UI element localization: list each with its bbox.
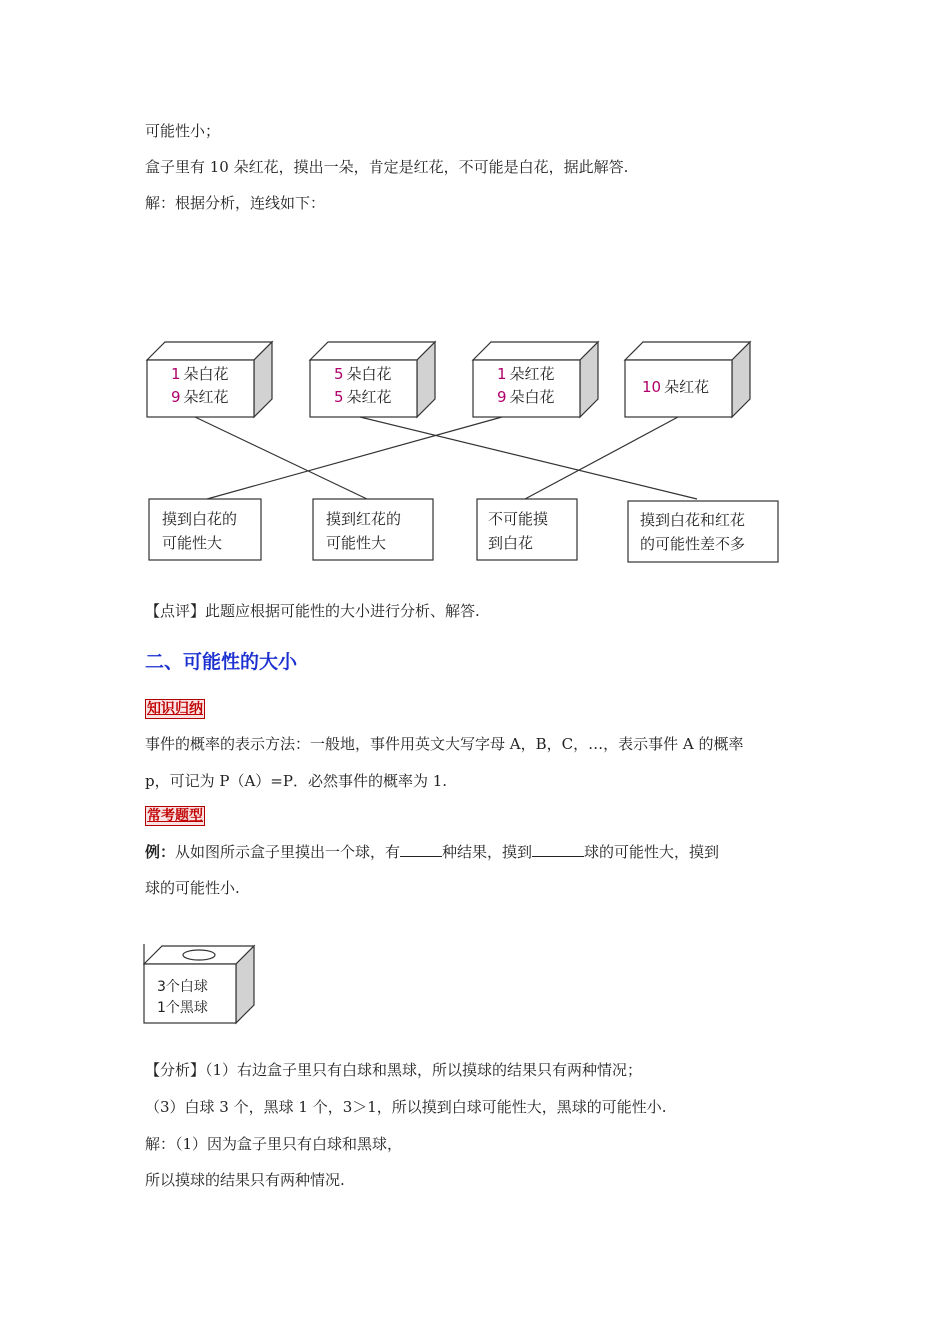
knowledge-tag: 知识归纳 [147,701,203,717]
svg-text:1朵白花 [171,365,229,383]
example-text: 从如图所示盒子里摸出一个球，有 [175,843,401,861]
box-text: 朵白花 [346,365,392,383]
box-text: 朵白花 [509,388,555,406]
svg-text:9朵白花 [497,388,555,406]
box-text: 朵红花 [664,378,710,396]
svg-text:9朵红花 [171,388,229,406]
result-box-3 [477,499,577,560]
box-opening [183,950,215,960]
svg-text:5朵白花 [334,365,392,383]
connector-line [525,417,678,499]
box-number: 1 [171,365,181,383]
flower-box-4 [625,342,750,417]
flower-box-3 [473,342,598,417]
flower-box-2 [310,342,435,417]
box-number: 10 [642,378,662,396]
result-text: 到白花 [488,534,534,552]
analysis-line: 【分析】（1）右边盒子里只有白球和黑球，所以摸球的结果只有两种情况； [145,1061,643,1079]
connector-line [360,417,697,499]
box-text: 朵白花 [183,365,229,383]
result-text: 的可能性差不多 [640,535,746,553]
answer-blank [400,842,442,857]
connector-line [207,417,502,499]
result-text: 可能性大 [326,534,387,552]
knowledge-line: p，可记为 P（A）=P．必然事件的概率为 1. [145,772,448,790]
example-line [145,842,719,862]
result-text: 摸到白花的 [162,510,238,528]
ball-box-text: 3个白球 [157,979,208,995]
example-line: 球的可能性小. [145,879,240,897]
box-text: 朵红花 [509,365,555,383]
text-line: 可能性小； [145,122,221,140]
result-box-2 [313,499,433,560]
svg-text:1朵红花 [497,365,555,383]
box-number: 1 [497,365,507,383]
solution-line: 解：（1）因为盒子里只有白球和黑球， [145,1135,403,1153]
connector-line [195,417,367,499]
example-text: 种结果，摸到 [442,843,533,861]
box-number: 5 [334,365,344,383]
knowledge-line: 事件的概率的表示方法：一般地，事件用英文大写字母 A，B，C，…，表示事件 A 的概率 [145,735,744,753]
example-label: 例： [145,843,176,861]
result-box-4 [628,501,778,562]
answer-blank [532,842,584,857]
result-text: 不可能摸 [488,510,549,528]
ball-box-figure [143,944,258,1026]
analysis-line: （3）白球 3 个，黑球 1 个，3＞1，所以摸到白球可能性大，黑球的可能性小. [145,1098,667,1116]
example-text: 球的可能性大，摸到 [584,843,720,861]
result-text: 摸到白花和红花 [640,511,746,529]
text-line: 解：根据分析，连线如下： [145,194,326,212]
exam-type-tag: 常考题型 [147,808,203,824]
ball-box-text: 1个黑球 [157,1000,208,1016]
svg-text:5朵红花 [334,388,392,406]
box-number: 9 [171,388,181,406]
flower-box-1 [147,342,272,417]
review-comment: 【点评】此题应根据可能性的大小进行分析、解答. [145,602,480,620]
result-box-1 [149,499,261,560]
section-title: 二、可能性的大小 [145,651,298,673]
matching-diagram [140,335,790,570]
box-text: 朵红花 [346,388,392,406]
box-number: 9 [497,388,507,406]
result-text: 可能性大 [162,534,223,552]
solution-line: 所以摸球的结果只有两种情况. [145,1171,345,1189]
box-text: 朵红花 [183,388,229,406]
text-line: 盒子里有 10 朵红花，摸出一朵，肯定是红花，不可能是白花，据此解答. [145,158,629,176]
box-number: 5 [334,388,344,406]
result-text: 摸到红花的 [326,510,402,528]
svg-text:10朵红花 [642,378,709,396]
